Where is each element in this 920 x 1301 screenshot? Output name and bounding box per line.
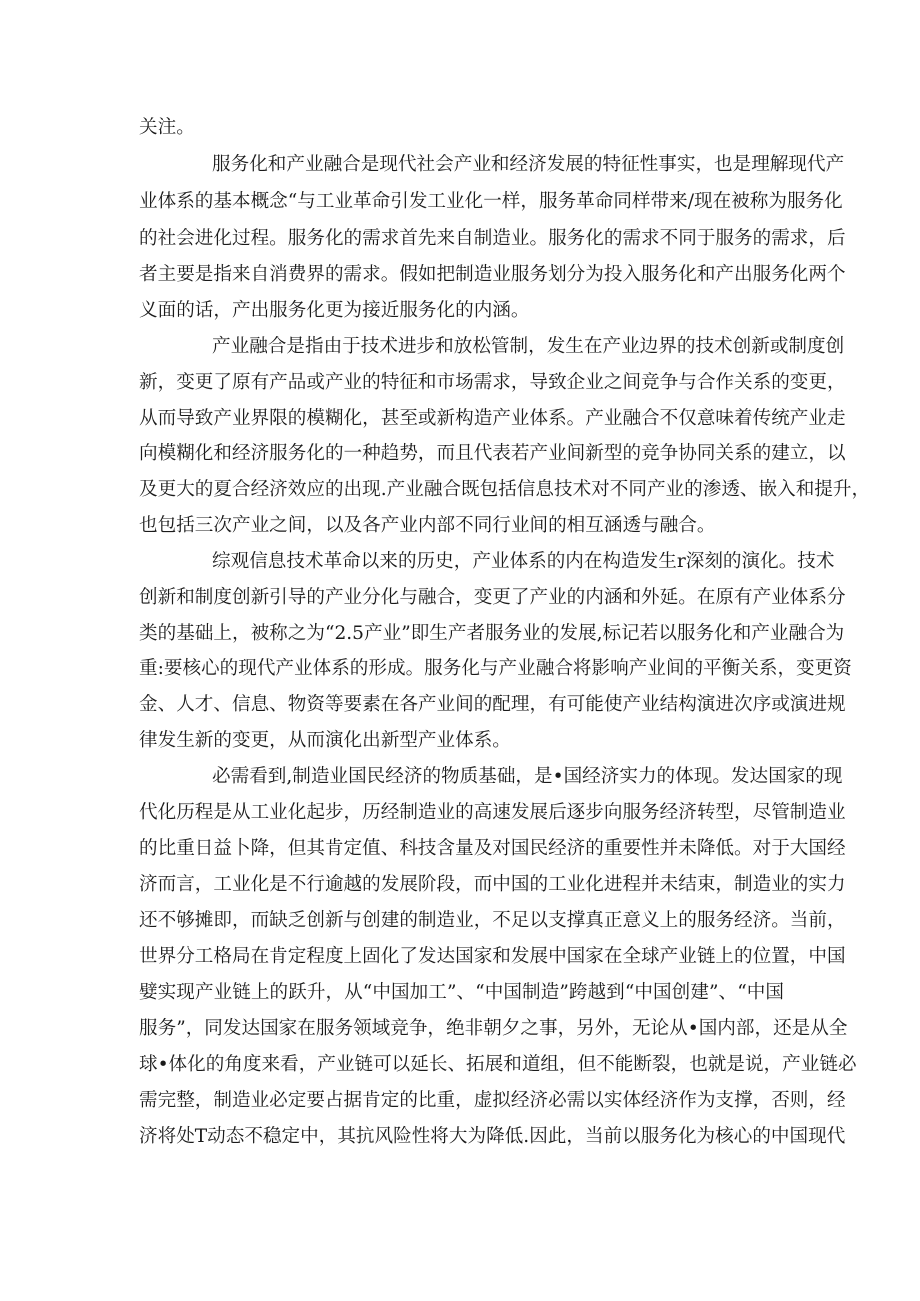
paragraph-line: 向模糊化和经济服务化的一种趋势，而且代表若产业间新型的竞争协同关系的建立，以: [139, 443, 846, 464]
paragraph-line: 的社会进化过程。服务化的需求首先来自制造业。服务化的需求不同于服务的需求，后: [139, 228, 846, 249]
paragraph-line: 也包括三次产业之间，以及各产业内部不同行业间的相互涵透与融合。: [139, 515, 716, 536]
paragraph-line: 需完整，制造业必定要占据肯定的比重，虚拟经济必需以实体经济作为支撑，否则，经: [139, 1090, 846, 1111]
paragraph-line: 新，变更了原有产品或产业的特征和市场需求，导致企业之间竞争与合作关系的变更，: [139, 372, 846, 393]
paragraph-line: 及更大的夏合经济效应的出现.产业融合既包括信息技术对不同产业的渗透、嵌入和提升，: [139, 479, 871, 500]
paragraph-line: 义面的话，产出服务化更为接近服务化的内涵。: [139, 300, 530, 321]
paragraph-line: 者主要是指来自消费界的需求。假如把制造业服务划分为投入服务化和产出服务化两个: [139, 264, 846, 285]
paragraph-line: 产业融合是指由于技术进步和放松管制，发生在产业边界的技术创新或制度创: [212, 336, 845, 357]
paragraph-line: 重:要核心的现代产业体系的形成。服务化与产业融合将影响产业间的平衡关系，变更资: [139, 658, 852, 679]
paragraph-line: 必需看到,制造业国民经济的物质基础，是•国经济实力的体现。发达国家的现: [212, 766, 843, 787]
paragraph-line: 服务化和产业融合是现代社会产业和经济发展的特征性事实，也是理解现代产: [212, 154, 845, 175]
paragraph-line: 类的基础上，被称之为“2.5产业”即生产者服务业的发展,标记若以服务化和产业融合为: [139, 623, 845, 644]
paragraph-line: 关注。: [139, 117, 195, 138]
paragraph-line: 济将处T动态不稳定中，其抗风险性将大为降低.因此，当前以服务化为核心的中国现代: [139, 1126, 846, 1147]
paragraph-line: 世界分工格局在肯定程度上固化了发达国家和发展中国家在全球产业链上的位置，中国: [139, 946, 846, 967]
paragraph-line: 创新和制度创新引导的产业分化与融合，变更了产业的内涵和外延。在原有产业体系分: [139, 587, 846, 608]
paragraph-line: 代化历程是从工业化起步，历经制造业的高速发展后逐步向服务经济转型，尽管制造业: [139, 802, 846, 823]
paragraph-line: 律发生新的变更，从而演化出新型产业体系。: [139, 730, 511, 751]
paragraph-line: 综观信息技术革命以来的历史，产业体系的内在构造发生r深刻的演化。技术: [212, 551, 835, 572]
paragraph-line: 的比重日益卜降，但其肯定值、科技含量及对国民经济的重要性并未降低。对于大国经: [139, 838, 846, 859]
paragraph-line: 金、人才、信息、物资等要素在各产业间的配理，有可能使产业结构演进次序或演进规: [139, 694, 846, 715]
paragraph-line: 还不够摊即，而缺乏创新与创建的制造业，不足以支撑真正意义上的服务经济。当前，: [139, 910, 846, 931]
paragraph-line: 球•体化的角度来看，产业链可以延长、拓展和道组，但不能断裂，也就是说，产业链必: [139, 1054, 857, 1075]
paragraph-line: 服务”，同发达国家在服务领域竞争，绝非朝夕之事，另外，无论从•国内部，还是从全: [139, 1018, 848, 1039]
paragraph-line: 业体系的基本概念“与工业革命引发工业化一样，服务革命同样带来/现在被称为服务化: [139, 191, 843, 212]
paragraph-line: 嬖实现产业链上的跃升，从“中国加工”、“中国制造”跨越到“中国创建”、“中国: [139, 982, 784, 1003]
paragraph-line: 从而导致产业界限的模糊化，甚至或新构造产业体系。产业融合不仅意味着传统产业走: [139, 408, 846, 429]
paragraph-line: 济而言，工业化是不行逾越的发展阶段，而中国的工业化进程并未结束，制造业的实力: [139, 874, 846, 895]
